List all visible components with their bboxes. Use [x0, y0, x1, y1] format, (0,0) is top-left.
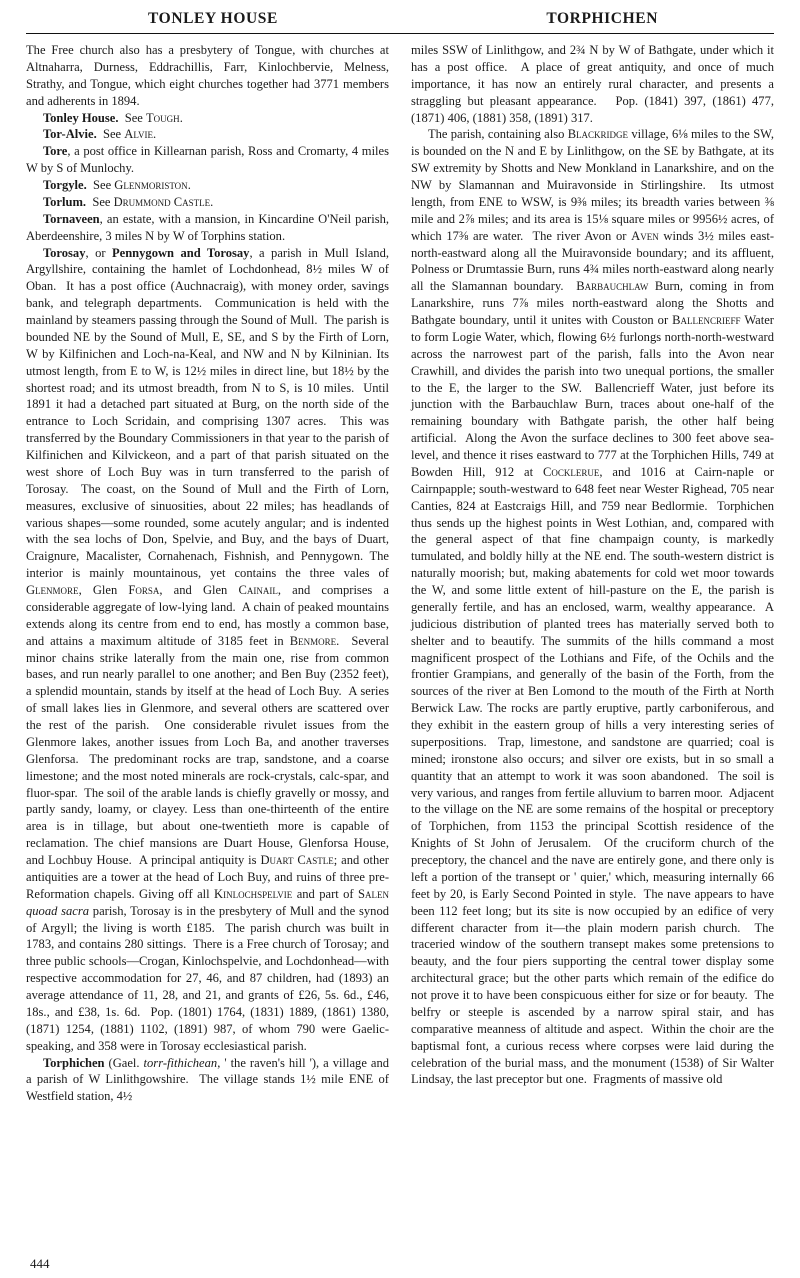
page-header — [26, 10, 774, 30]
entry-tornaveen: Tornaveen, an estate, with a mansion, in Kincardine O'Neil parish, Aberdeenshire, 3 miles N by W of Torphins station. — [26, 211, 389, 243]
header-right-title: TORPHICHEN — [546, 10, 658, 27]
two-column-body — [26, 42, 774, 1257]
paragraph: miles SSW of Linlithgow, and 2¾ N by W of Bathgate, under which it has a post office. A place of great antiquity, and once of much importance, it has now an entirely rural character, and presents a straggling but pleasant appearance. Pop. (1841) 397, (1861) 477, (1871) 406, (1881) 358, (1891) 317. — [411, 43, 774, 125]
page-number: 444 — [30, 1256, 50, 1271]
entry-torgyle: Torgyle. See Glenmoriston. — [42, 178, 191, 192]
entry-torlum: Torlum. See Drummond Castle. — [42, 194, 214, 209]
entry-tore: Tore, a post office in Killearnan parish, Ross and Cromarty, 4 miles W by S of Munlochy. — [26, 144, 389, 176]
header-rule — [26, 33, 774, 34]
left-column — [26, 42, 389, 1257]
entry-tor-alvie: Tor-Alvie. See Alvie. — [42, 127, 157, 142]
entry-torosay: Torosay, or Pennygown and Torosay, a parish in Mull Island, Argyllshire, containing the hamlet of Lochdonhead, 8½ miles W of Oban. It has a post office (Auchnacraig), with money order, savings bank, and telegraph departments. Communication is held with the mainland by steamers passing through the Sound of Mull. The parish is bounded NE by the Sound of Mull, E, SE, and S by the Firth of Lorn, W by Kilfinichen and Loch-na-Keal, and NW and N by Kilninian. Its utmost length, from E to W, is 12½ miles in direct line, but 18½ by the shortest road; and its utmost breadth, from N to S, is 10 miles. Until 1891 it had a detached part situated at Burg, on the north side of the entrance to Loch Scridain, and comprising 1307 acres. This was transferred by the Boundary Commissioners in that year to the parish of Kilfinichen and Kilvickeon, and a part of that parish situated on the west shore of Loch Buy was in turn transferred to the parish of Torosay. The coast, on the Sound of Mull and the Firth of Lorn, measures, exclusive of sinuosities, about 22 miles; has headlands of various shapes—some rounded, some acutely angular; and is indented with the sea lochs of Don, Spelvie, and Buy, and the bays of Duart, Craignure, Macalister, Cornahenach, Fishnish, and Pennygown. The interior is mainly mountainous, yet contains the three vales of Glenmore, Glen Forsa, and Glen Cainail, and comprises a considerable aggregate of low-lying land. A chain of peaked mountains extends along its centre from end to end, has mostly a common base, and attains a maximum altitude of 3185 feet in Benmore. Several minor chains strike laterally from the main one, rise from common bases, and run nearly parallel to one another; and Ben Buy (2352 feet), a splendid mountain, stands by itself at the head of Loch Buy. A series of small lakes lies in Glenmore, and several others are scattered over the rest of the parish. One considerable rivulet issues from the Glenmore lakes, another issues from Loch Ba, and another traverses Glenforsa. The predominant rocks are trap, sandstone, and a coarse limestone; and the most noted minerals are rock-crystals, calc-spar, and fluor-spar. The soil of the arable lands is chiefly gravelly or mossy, and partly sandy, loamy, or clayey. Less than one-thirteenth of the entire area is in tillage, but about one-twentieth more is capable of reclamation. The chief mansions are Duart House, Glenforsa House, and Lochbuy House. A principal antiquity is Duart Castle; and other antiquities are a tower at the head of Loch Buy, and ruins of three pre-Reformation chapels. Giving off all Kinlochspelvie and part of Salen quoad sacra parish, Torosay is in the presbytery of Mull and the synod of Argyll; the living is worth £185. The parish church was built in 1783, and contains 280 sittings. There is a Free church of Torosay; and three public schools—Crogan, Kinlochspelvie, and Lochdonhead—with respective accommodation for 27, 46, and 87 children, had (1893) an average attendance of 11, 28, and 21, and grants of £26, 5s. 6d., £46, 18s., and £38, 1s. 6d. Pop. (1801) 1764, (1831) 1889, (1861) 1380, (1871) 1254, (1881) 1102, (1891) 987, of whom 790 were Gaelic-speaking, and 358 were in Torosay ecclesiastical parish. — [26, 245, 389, 1053]
paragraph: The parish, containing also Blackridge village, 6⅛ miles to the SW, is bounded on the N and E by Linlithgow, on the SE by Bathgate, at its SW extremity by Shotts and New Monkland in Lanarkshire, and on the NW by Slamannan and Muiravonside in Stirlingshire. Its utmost length, from ENE to WSW, is 9⅜ miles; its breadth varies between ⅜ mile and 2⅞ miles; and its area is 15⅛ square miles or 9956½ acres, of which 17⅜ are water. The river Avon or Aven winds 3½ miles east-north-eastward along all the Muiravonside boundary; and its affluent, Polness or Drumtassie Burn, runs 4¾ miles north-eastward along nearly all the Slamannan boundary. Barbauchlaw Burn, coming in from Lanarkshire, runs 7⅞ miles north-eastward along the Shotts and Bathgate boundary, until it unites with Couston or Ballencrieff Water to form Logie Water, which, flowing 6½ furlongs north-north-westward across the narrowest part of the parish, falls into the Avon near Crawhill, and divides the parish into two unequal portions, the smaller to the E, the larger to the SW. Ballencrieff Water, just before its junction with the Barbauchlaw Burn, traces about one-half of the remaining boundary with Bathgate parish, the other half being artificial. Along the Avon the surface declines to 300 feet above sea-level, and thence it rises eastward to 777 at the Torphichen Hills, 749 at Bowden Hill, 912 at Cocklerue, and 1016 at Cairn-naple or Cairnpapple; south-westward to 648 feet near Wester Righead, 705 near Canties, 824 at Eastcraigs Hill, and 759 near Bedlormie. Torphichen thus sends up the highest points in West Lothian, and, compared with the general aspect of that fine champaign county, is markedly tumulated, and boldly hilly at the NE end. The south-western district is naturally moorish; but, making abatements for cold wet moor towards the W, and some little extent of hill-pasture on the E, the parish is generally fertile, and has an enclosed, warm, wealthy appearance. A judicious distribution of planted trees has materially served both to shelter and to beautify. The summits of the hills command a most magnificent prospect of the Lothians and Fife, of the Ochils and the frontier Grampians, and generally of the basin of the Forth, from the sources of the river at Ben Lomond to the mouth of the Firth at North Berwick Law. The rocks are partly eruptive, partly carboniferous, and they exhibit in the eastern group of hills a very interesting series of superpositions. Trap, limestone, and sandstone are quarried; coal is mined; ironstone also occurs; and silver ore exists, but in so small a quantity that an attempt to work it was soon abandoned. The soil is very various, and ranges from fertile alluvium to barren moor. Adjacent to the village on the NE are some remains of the hospital or preceptory of Torphichen, from 1153 the principal Scottish residence of the Knights of St John of Jerusalem. Of the cruciform church of the preceptory, the chancel and the nave are entirely gone, and there only is left a portion of the transept or ' quier,' which, measuring internally 66 feet by 20, is Early Second Pointed in style. The nave appears to have been 112 feet long; but its site is now occupied by an edifice of very different character from it—the plain modern parish church. The traceried window of the southern transept makes some pretensions to beauty, and the four piers supporting the central tower display some architectural grace; but the other parts which remain of the edifice do not prove it to have been conspicuous either for size or for beauty. The belfry or steeple is ascended by a narrow spiral stair, and has comparative meanness of altitude and aspect. Within the choir are the baptismal font, a curious recess where corpses were laid during the celebration of the burial mass, and the monument (1538) of Sir Walter Lindsay, the last preceptor but one. Fragments of massive old — [411, 127, 775, 1087]
paragraph: The Free church also has a presbytery of Tongue, with churches at Altnaharra, Durness, Eddrachillis, Farr, Kinlochbervie, Melness, Strathy, and Tongue, which eight churches together had 3771 members and adherents in 1894. — [26, 43, 389, 108]
entry-tonley-house: Tonley House. See Tough. — [42, 110, 183, 125]
header-left-title: TONLEY HOUSE — [148, 10, 278, 27]
entry-torphichen: Torphichen (Gael. torr-fithichean, ' the raven's hill '), a village and a parish of W Linlithgowshire. The village stands 1½ mile ENE of Westfield station, 4½ — [26, 1055, 389, 1104]
right-column — [411, 42, 774, 1257]
